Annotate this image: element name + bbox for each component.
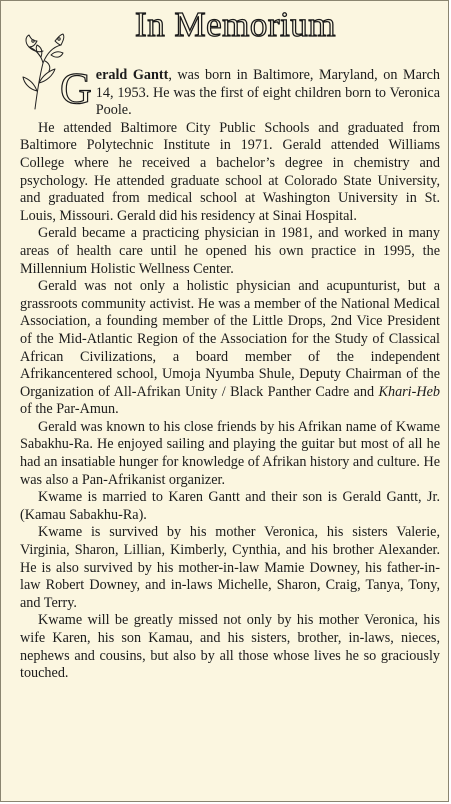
page-title: In Memorium (135, 5, 336, 44)
drop-cap: G (60, 64, 92, 113)
activism-text: Gerald was not only a holistic physician and acupunturist, but a grassroots community activist. He was a member of the National Medical Association, a founding member of the Little Drops, 2nd Vice President of the Mid-Atlantic Region of the Association for the Study of Classical African Civilizations, a board member of the independent Afrikancentered school, Umoja Nyumba Shule, Deputy Chairman of the Organization of All-Afrikan Unity / Black Panther Cadre and (20, 278, 440, 400)
paragraph-closing: Kwame will be greatly missed not only by his mother Veronica, his wife Karen, his son Kamau, and his sisters, brother, in-laws, nieces, nephews and cousins, but also by all those whose lives he so graciously touched. (20, 612, 440, 682)
khari-heb-text: Khari-Heb (378, 383, 440, 400)
activism-text-end: of the Par-Amun. (20, 401, 119, 418)
obituary-text (20, 64, 440, 683)
paragraph-marriage: Kwame is married to Karen Gantt and their son is Gerald Gantt, Jr. (Kamau Sabakhu-Ra). (20, 489, 440, 523)
paragraph-education: He attended Baltimore City Public Schools and graduated from Baltimore Polytechnic Institute in 1971. Gerald attended Williams College where he received a bachelor’s degree in chemistry and psychology. He attended graduate school at Colorado State University, and graduated from medical school at Washington University in St. Louis, Missouri. Gerald did his residency at Sinai Hospital. (20, 119, 440, 224)
intro-paragraph (20, 64, 440, 120)
paragraph-survivors: Kwame is survived by his mother Veronica, his sisters Valerie, Virginia, Sharon, Lillian, Kimberly, Cynthia, and his brother Alexander. He is also survived by his mother-in-law Mamie Downey, his father-in-law Robert Downey, and in-laws Michelle, Sharon, Craig, Tanya, Tony, and Terry. (20, 524, 440, 611)
paragraph-career: Gerald became a practicing physician in 1981, and worked in many areas of health care until he opened his own practice in 1995, the Millennium Holistic Wellness Center. (20, 225, 440, 277)
deceased-name: erald Gantt (95, 67, 169, 83)
intro-text: , was born in Baltimore, Maryland, on March 14, 1953. He was the first of eight children born to Veronica Poole. (95, 67, 440, 119)
paragraph-afrikan-name: Gerald was known to his close friends by his Afrikan name of Kwame Sabakhu-Ra. He enjoyed sailing and playing the guitar but most of all he had an insatiable hunger for knowledge of Afrikan history and culture. He was also a Pan-Afrikanist organizer. (20, 418, 440, 488)
paragraph-activism (20, 278, 440, 419)
